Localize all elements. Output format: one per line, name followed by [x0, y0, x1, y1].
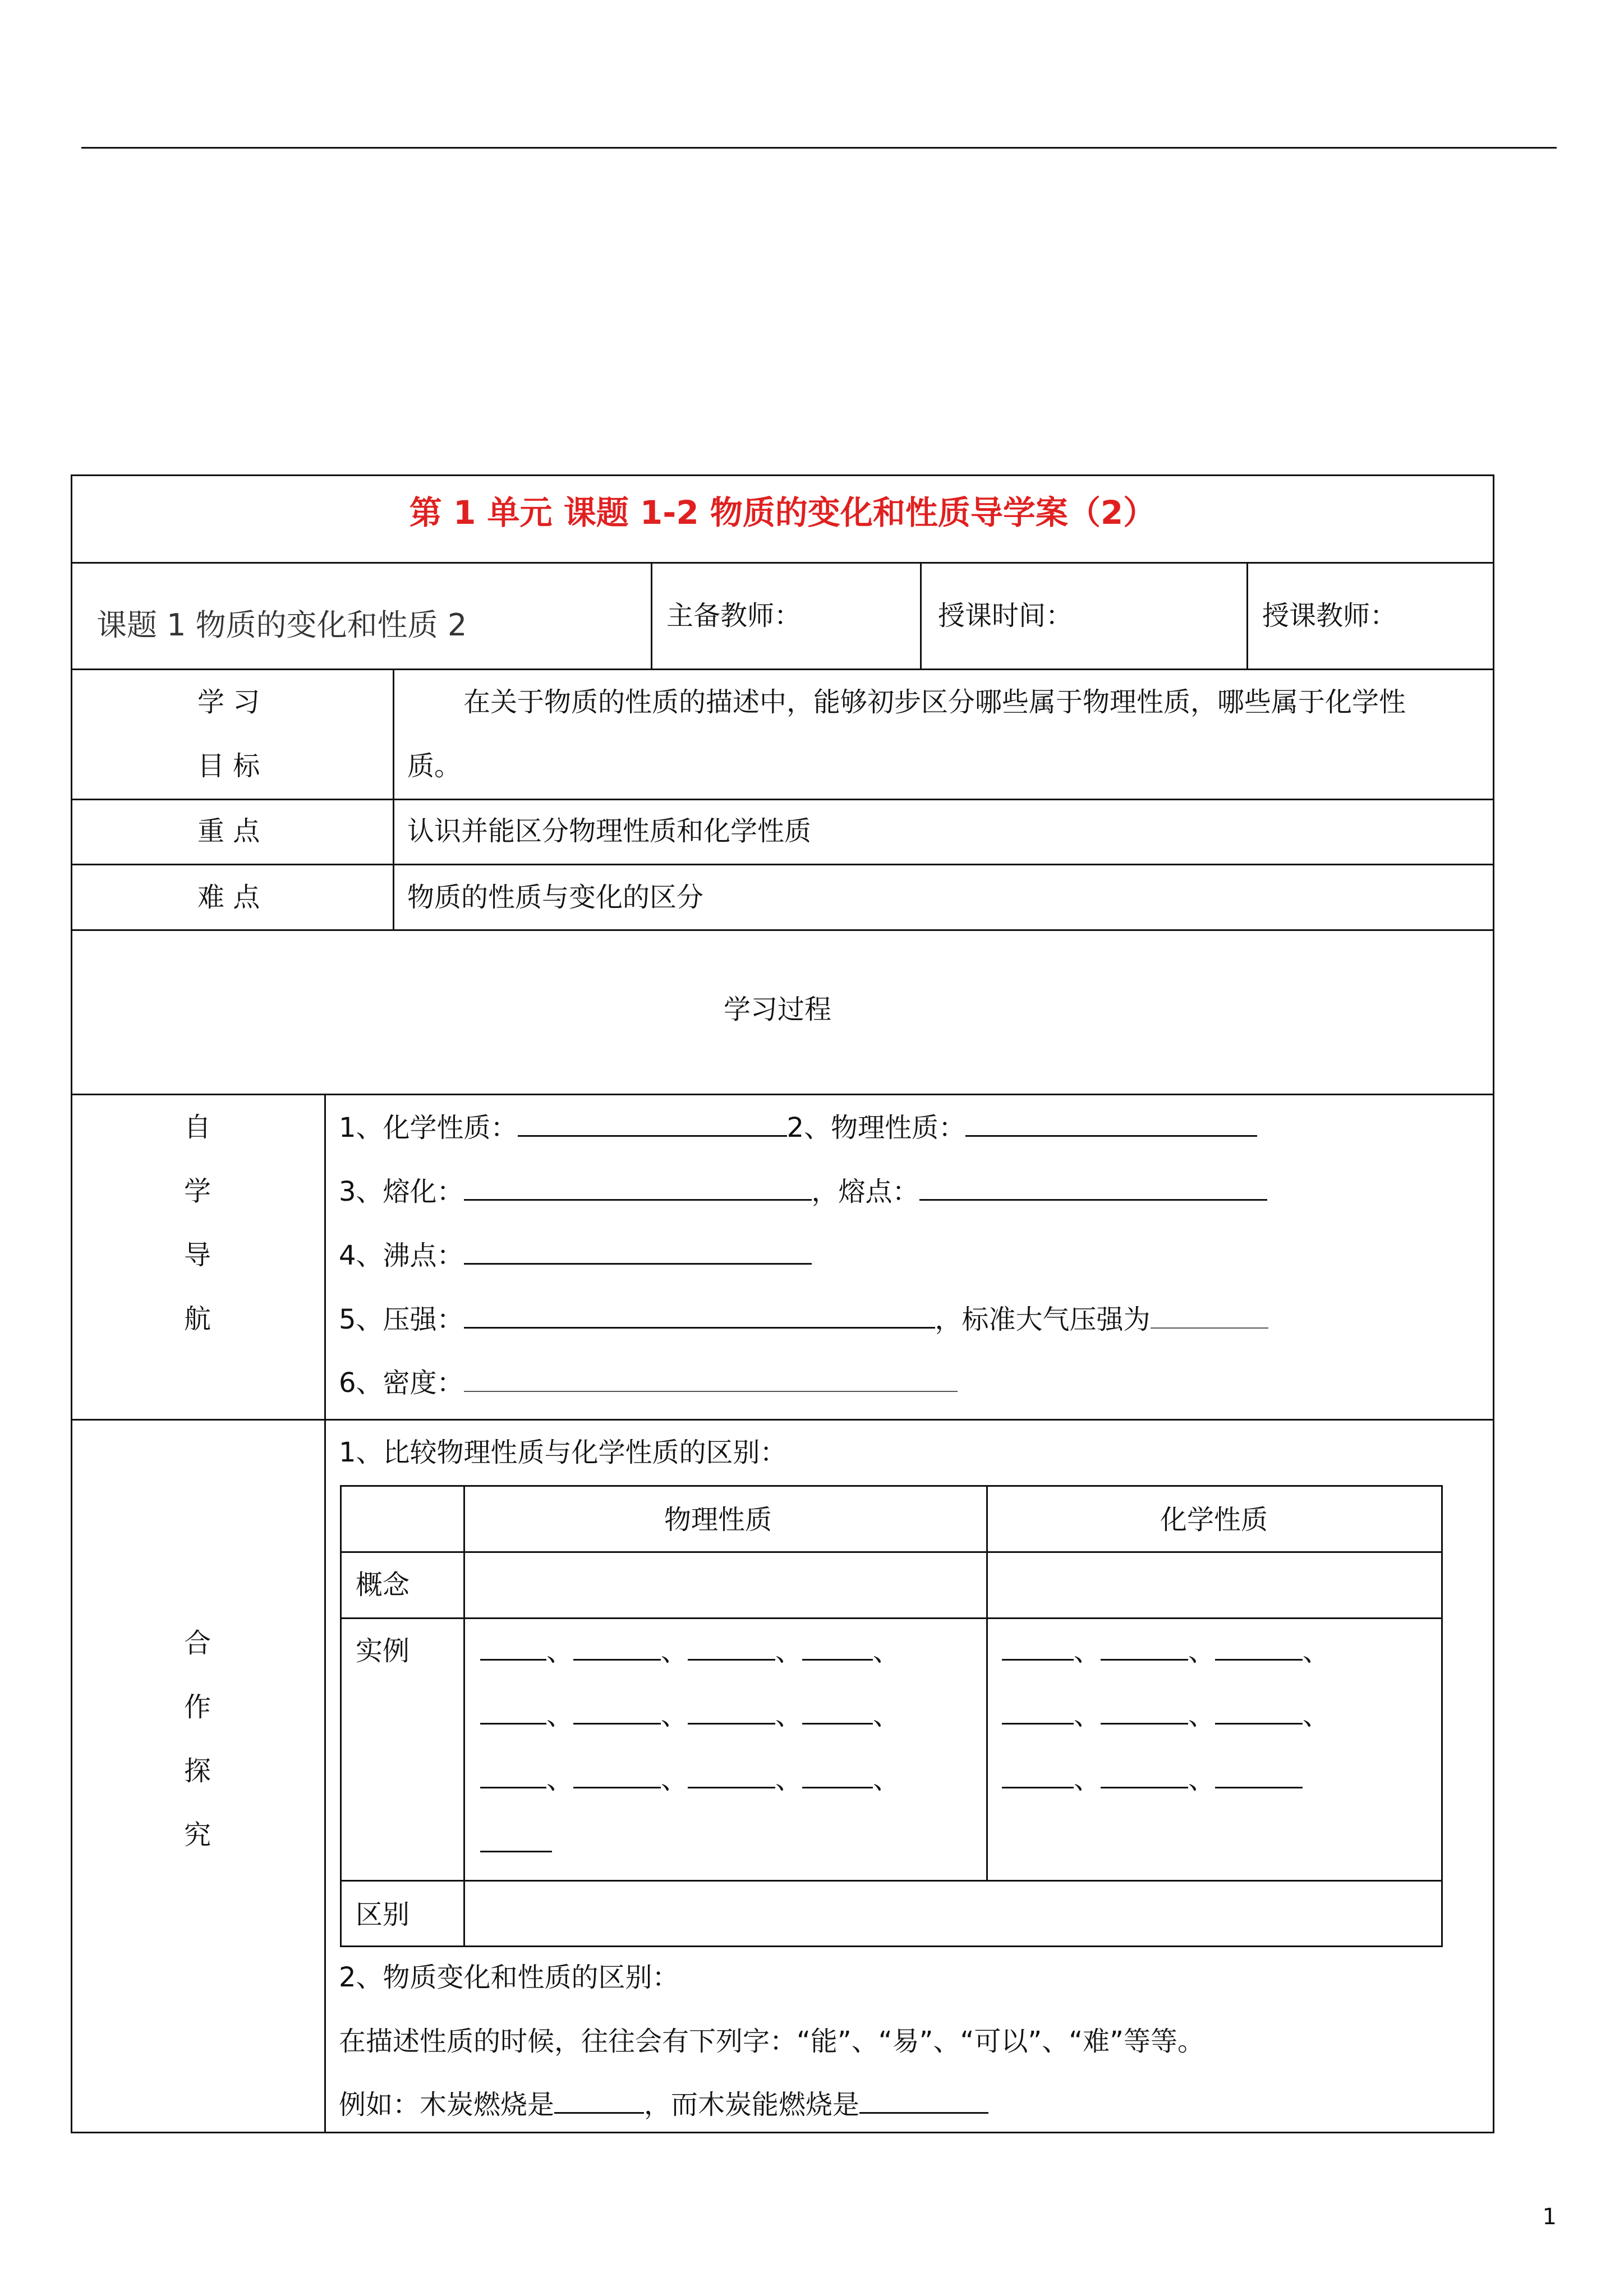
label-divider-lower	[324, 1094, 326, 2133]
answer-blank[interactable]	[1002, 1762, 1074, 1788]
answer-blank[interactable]	[965, 1110, 1257, 1137]
label-divider-upper	[393, 668, 394, 929]
item-3b-label: ，熔点：	[811, 1176, 919, 1207]
lead-teacher-label: 主备教师：	[666, 600, 802, 631]
rule-after-objectives	[71, 799, 1494, 800]
physical-examples-row-4	[480, 1826, 552, 1860]
answer-blank[interactable]	[573, 1762, 661, 1788]
page-number: 1	[1542, 2204, 1557, 2230]
keypoint-text: 认识并能区分物理性质和化学性质	[407, 815, 812, 847]
row-label-example: 实例	[356, 1635, 410, 1667]
difficulty-text: 物质的性质与变化的区分	[407, 882, 704, 913]
chemical-examples-row-1: 、 、 、	[1002, 1634, 1329, 1668]
objectives-line-2: 质。	[407, 750, 462, 782]
answer-blank[interactable]	[802, 1634, 873, 1661]
coop-question-2-line-1: 在描述性质的时候，往往会有下列字：“能”、“易”、“可以”、“难”等等。	[339, 2026, 1204, 2057]
row-label-difference: 区别	[356, 1899, 410, 1930]
rule-after-info	[71, 668, 1494, 670]
answer-blank[interactable]	[1215, 1762, 1303, 1788]
col-header-physical: 物理性质	[664, 1504, 772, 1536]
item-1-label: 1、化学性质：	[339, 1112, 518, 1144]
answer-blank[interactable]	[1101, 1698, 1188, 1725]
selfstudy-item-4	[339, 1238, 812, 1273]
selfstudy-item-5	[339, 1302, 1268, 1336]
answer-blank[interactable]	[1101, 1634, 1188, 1661]
physical-examples-row-2: 、 、 、 、	[480, 1698, 900, 1732]
objectives-label-1: 学 习	[197, 686, 260, 718]
lesson-time-label: 授课时间：	[938, 600, 1073, 631]
item-5b-label: ，标准大气压强为	[935, 1304, 1151, 1335]
selfstudy-item-6	[339, 1366, 958, 1400]
keypoint-label: 重 点	[197, 815, 260, 847]
objectives-label-2: 目 标	[197, 750, 260, 782]
example-part-2: ，而木炭能燃烧是	[644, 2089, 860, 2120]
coop-question-1: 1、比较物理性质与化学性质的区别：	[339, 1437, 787, 1468]
rule-after-difficulty	[71, 929, 1494, 931]
rule-after-process	[71, 1094, 1494, 1095]
selfstudy-char-3: 导	[183, 1239, 211, 1271]
comparison-rule-1	[340, 1551, 1443, 1553]
process-title: 学习过程	[724, 994, 832, 1025]
info-divider-3	[1246, 562, 1248, 668]
answer-blank[interactable]	[554, 2087, 644, 2114]
item-3-label: 3、熔化：	[339, 1176, 464, 1207]
selfstudy-item-3	[339, 1174, 1267, 1209]
coop-char-1: 合	[183, 1628, 211, 1659]
row-label-concept: 概念	[356, 1569, 410, 1601]
answer-blank[interactable]	[480, 1826, 552, 1852]
rule-after-selfstudy	[71, 1419, 1494, 1421]
answer-blank[interactable]	[1215, 1698, 1303, 1725]
coop-char-3: 探	[183, 1755, 211, 1787]
answer-blank[interactable]	[573, 1634, 661, 1661]
answer-blank[interactable]	[1002, 1634, 1074, 1661]
answer-blank[interactable]	[464, 1238, 812, 1265]
answer-blank[interactable]	[859, 2087, 988, 2114]
info-divider-1	[651, 562, 652, 668]
coop-char-4: 究	[183, 1819, 211, 1851]
col-header-chemical: 化学性质	[1160, 1504, 1268, 1536]
answer-blank[interactable]	[1151, 1303, 1268, 1329]
answer-blank[interactable]	[464, 1174, 812, 1201]
selfstudy-char-1: 自	[183, 1112, 211, 1143]
comparison-rule-3	[340, 1880, 1443, 1882]
answer-blank[interactable]	[688, 1762, 775, 1788]
item-5-label: 5、压强：	[339, 1304, 464, 1335]
selfstudy-char-4: 航	[183, 1303, 211, 1335]
comparison-col-1	[463, 1485, 465, 1947]
answer-blank[interactable]	[464, 1366, 958, 1392]
answer-blank[interactable]	[1002, 1698, 1074, 1725]
answer-blank[interactable]	[480, 1634, 546, 1661]
rule-after-title	[71, 562, 1494, 564]
difficulty-label: 难 点	[197, 882, 260, 913]
comparison-col-2	[986, 1485, 988, 1880]
example-part-1: 例如：木炭燃烧是	[339, 2089, 555, 2120]
info-divider-2	[920, 562, 922, 668]
answer-blank[interactable]	[802, 1698, 873, 1725]
item-4-label: 4、沸点：	[339, 1240, 464, 1271]
selfstudy-char-2: 学	[183, 1175, 211, 1207]
coop-question-2: 2、物质变化和性质的区别：	[339, 1962, 679, 1993]
selfstudy-item-1	[339, 1110, 1257, 1145]
item-6-label: 6、密度：	[339, 1367, 464, 1399]
rule-after-keypoint	[71, 864, 1494, 865]
answer-blank[interactable]	[573, 1698, 661, 1725]
answer-blank[interactable]	[802, 1762, 873, 1788]
header-rule	[81, 147, 1557, 149]
physical-examples-row-1: 、 、 、 、	[480, 1634, 900, 1668]
answer-blank[interactable]	[480, 1698, 546, 1725]
page-title: 第 1 单元 课题 1-2 物质的变化和性质导学案（2）	[409, 494, 1156, 532]
coop-char-2: 作	[183, 1691, 211, 1723]
item-2-label: 2、物理性质：	[786, 1112, 966, 1144]
objectives-line-1: 在关于物质的性质的描述中，能够初步区分哪些属于物理性质，哪些属于化学性	[463, 686, 1406, 718]
lesson-teacher-label: 授课教师：	[1262, 600, 1397, 631]
physical-examples-row-3: 、 、 、 、	[480, 1762, 900, 1796]
answer-blank[interactable]	[1101, 1762, 1188, 1788]
chemical-examples-row-2: 、 、 、	[1002, 1698, 1329, 1732]
answer-blank[interactable]	[1215, 1634, 1303, 1661]
answer-blank[interactable]	[688, 1698, 775, 1725]
answer-blank[interactable]	[688, 1634, 775, 1661]
answer-blank[interactable]	[480, 1762, 546, 1788]
answer-blank[interactable]	[919, 1174, 1267, 1201]
answer-blank[interactable]	[518, 1110, 787, 1137]
chemical-examples-row-3: 、 、	[1002, 1762, 1303, 1796]
comparison-rule-2	[340, 1617, 1443, 1619]
coop-question-2-line-2	[339, 2087, 988, 2122]
answer-blank[interactable]	[464, 1302, 935, 1329]
topic-label: 课题 1 物质的变化和性质 2	[96, 607, 467, 643]
